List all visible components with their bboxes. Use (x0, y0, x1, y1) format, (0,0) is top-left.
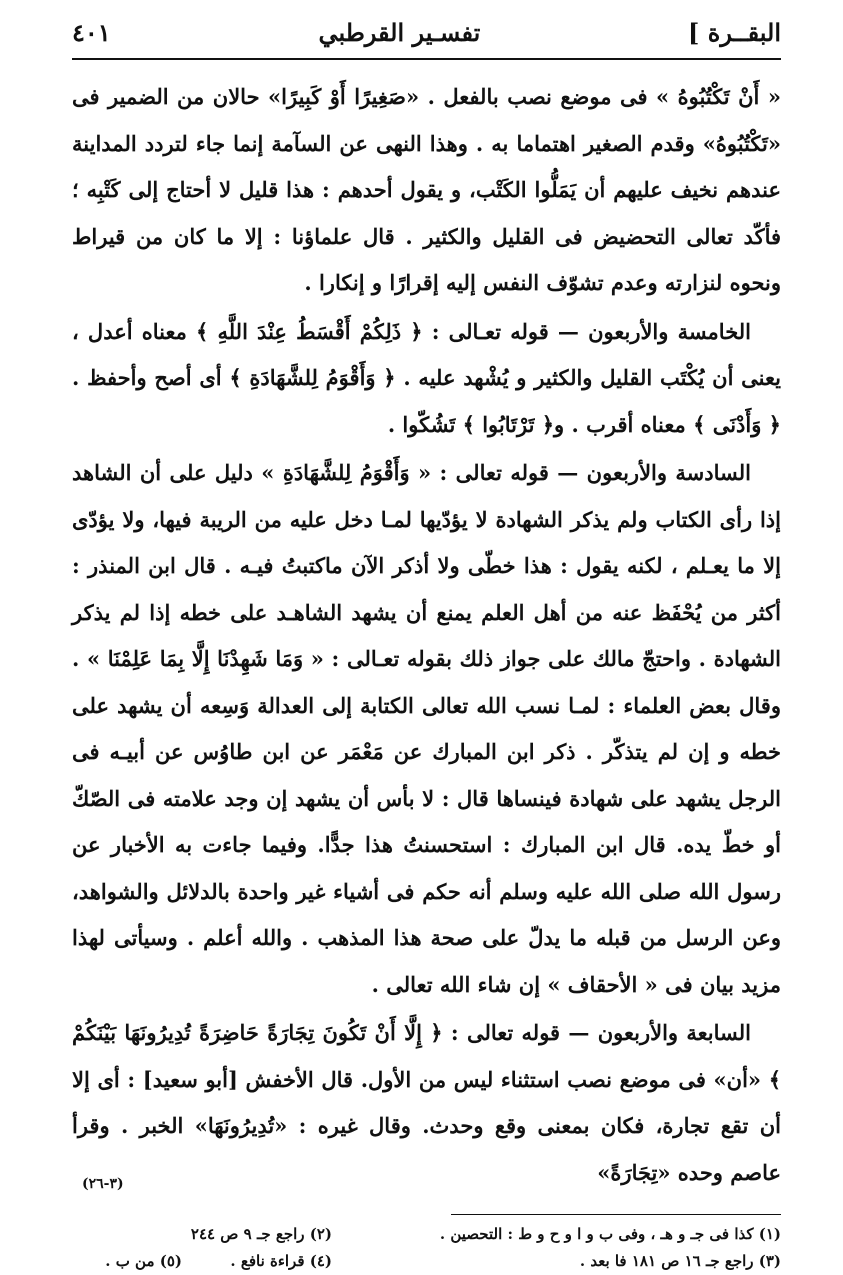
paragraph: السادسة والأربعون — قوله تعالى : « وَأَقْوَمُ لِلشَّهَادَةِ » دليل على أن الشاهد إذا رأى الكتاب ولم يذكر الشهادة لا يؤدّيها لمـا دخل عليه من الريبة فيها، ولا يؤدّى إلا ما يعـلم ، لكنه يقول : هذا خطّى ولا أذكر الآن ماكتبتُ فيـه . قال ابن المنذر : أكثر من يُحْفَظ عنه من أهل العلم يمنع أن يشهد الشاهـد على خطه إذا لم يذكر الشهادة . واحتجّ مالك على جواز ذلك بقوله تعـالى : « وَمَا شَهِدْنَا إِلَّا بِمَا عَلِمْنَا » . وقال بعض العلماء : لمـا نسب الله تعالى الكتابة إلى العدالة وَسِعه أن يشهد على خطه و إن لم يتذكّر . ذكر ابن المبارك عن مَعْمَر عن ابن طاوُس عن أبيـه فى الرجل يشهد على شهادة فينساها قال : لا بأس أن يشهد إن وجد علامته فى الصّكّ أو خطّ يده. قال ابن المبارك : استحسنتُ هذا جدًّا. وفيما جاءت به الأخبار عن رسول الله صلى الله عليه وسلم أنه حكم فى أشياء غير واحدة بالدلائل والشواهد، وعن الرسل من قبله ما يدلّ على صحة هذا المذهب . والله أعلم . وسيأتى لهذا مزيد بيان فى « الأحقاف » إن شاء الله تعالى . (72, 460, 782, 997)
page-number: ٤٠١ (72, 18, 111, 47)
footnote: (٥) من ب . (105, 1252, 182, 1270)
footnote: (٢) راجع جـ ٩ ص ٢٤٤ (190, 1225, 332, 1243)
paragraph: الخامسة والأربعون — قوله تعـالى : ﴿ ذَلِكُمْ أَقْسَطُ عِنْدَ اللَّهِ ﴾ معناه أعدل ، يعنى أن يُكْتَب القليل والكثير و يُشْهد عليه . ﴿ وَأَقْوَمُ لِلشَّهَادَةِ ﴾ أى أصح وأحفظ . ﴿ وَأَدْنَى ﴾ معناه أقرب . و﴿ تَرْتَابُوا ﴾ تَشُكّوا . (72, 318, 781, 437)
paragraph: « أَنْ تَكْتُبُوهُ » فى موضع نصب بالفعل . «صَغِيرًا أَوْ كَبِيرًا» حالان من الضمير فى «تَكْتُبُوهُ» وقدم الصغير اهتماما به . وهذا النهى عن السآمة إنما جاء لتردد المداينة عندهم نخيف عليهم أن يَمَلُّوا الكَتْب، و يقول أحدهم : هذا قليل لا أحتاج إلى كَتْبِه ؛ فأكّد تعالى التحضيض فى القليل والكثير . قال علماؤنا : إلا ما كان من قيراط ونحوه لنزارته وعدم تشوّف النفس إليه إقرارًا و إنكارا . (72, 84, 781, 295)
footnote-row (72, 1221, 781, 1248)
footnote-row (72, 1248, 781, 1275)
footnote: (٤) قراءة نافع . (230, 1252, 332, 1270)
footnote-divider (451, 1214, 781, 1215)
signature-mark: (٣-٢٦) (82, 1176, 124, 1192)
main-text (72, 60, 781, 1196)
paragraph: السابعة والأربعون — قوله تعالى : ﴿ إِلَّا أَنْ تَكُونَ تِجَارَةً حَاضِرَةً تُدِيرُونَهَا بَيْنَكُمْ ﴾ «أن» فى موضع نصب استثناء ليس من الأول. قال الأخفش [أبو سعيد] : أى إلا أن تقع تجارة، فكان بمعنى وقع وحدث. وقال غيره : «تُدِيرُونَهَا» الخبر . وقرأ عاصم وحده «تِجَارَةً» (72, 1020, 781, 1185)
header-title: تفسـير القرطبي (318, 18, 481, 47)
footnotes (72, 1221, 781, 1275)
footnote: (٣) راجع جـ ١٦ ص ١٨١ فا بعد . (579, 1252, 781, 1270)
header-section: البقــرة ] (688, 18, 781, 47)
running-header (72, 18, 781, 60)
footnote: (١) كذا فى جـ و هـ ، وفى ب و ا و ح و ط : التحصين . (439, 1225, 781, 1243)
